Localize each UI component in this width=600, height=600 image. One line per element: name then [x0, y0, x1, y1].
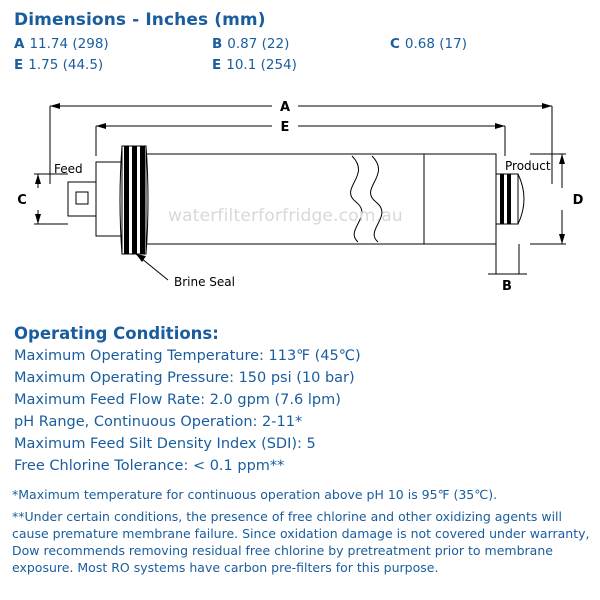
dimension-key: E [212, 57, 222, 73]
dimension-entry-e1 [14, 57, 103, 73]
dimension-entry-a [14, 36, 109, 52]
dimension-value: 0.68 (17) [404, 36, 467, 52]
feed-label: Feed [54, 162, 83, 176]
dimension-entry-c [390, 36, 467, 52]
dimension-key: E [14, 57, 24, 73]
dimension-key: A [14, 36, 25, 52]
brine-seal-label: Brine Seal [174, 275, 235, 289]
product-label: Product [505, 159, 551, 173]
operating-conditions-title: Operating Conditions: [14, 324, 219, 343]
operating-condition-line: Free Chlorine Tolerance: < 0.1 ppm** [14, 458, 285, 474]
dimension-key: B [212, 36, 223, 52]
dimension-label-e: E [280, 120, 290, 135]
site-watermark: waterfilterforfridge.com.au [168, 206, 403, 226]
dimension-label-c: C [17, 193, 27, 208]
dimension-label-a: A [279, 100, 291, 115]
operating-condition-line: Maximum Feed Silt Density Index (SDI): 5 [14, 436, 316, 452]
footnote-temperature: *Maximum temperature for continuous operation above pH 10 is 95℉ (35℃). [12, 487, 498, 502]
dimension-key: C [390, 36, 400, 52]
operating-condition-line: Maximum Feed Flow Rate: 2.0 gpm (7.6 lpm) [14, 392, 341, 408]
dimension-entry-b [212, 36, 289, 52]
dimension-value: 1.75 (44.5) [28, 57, 104, 73]
footnote-chlorine: **Under certain conditions, the presence of free chlorine and other oxidizing agents will cause premature membrane failure. Since oxidation damage is not covered under warranty, Dow recommends removing residual free chlorine by pretreatment prior to membrane exposure. Most RO systems have carbon pre-filters for this purpose. [12, 509, 590, 575]
dimension-entry-e2 [212, 57, 297, 73]
dimension-value: 10.1 (254) [226, 57, 297, 73]
dimension-value: 11.74 (298) [29, 36, 109, 52]
operating-condition-line: Maximum Operating Pressure: 150 psi (10 bar) [14, 370, 355, 386]
dimension-label-b: B [502, 279, 512, 294]
membrane-element-drawing [0, 84, 600, 304]
dimensions-title: Dimensions - Inches (mm) [14, 10, 266, 30]
dimension-label-d: D [572, 193, 584, 208]
operating-condition-line: pH Range, Continuous Operation: 2-11* [14, 414, 303, 430]
operating-condition-line: Maximum Operating Temperature: 113℉ (45℃) [14, 348, 361, 364]
dimension-value: 0.87 (22) [227, 36, 290, 52]
